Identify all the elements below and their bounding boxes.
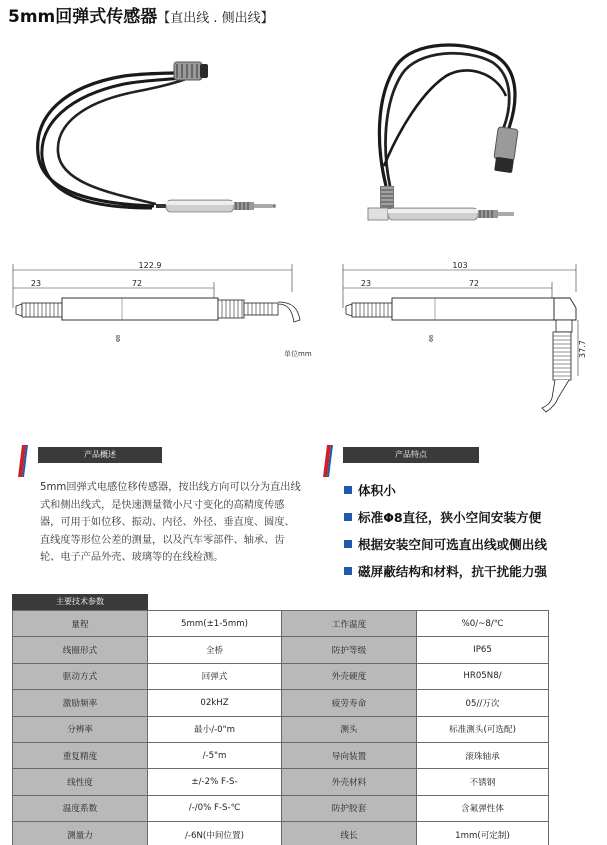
features-header: 产品特点 <box>343 447 479 463</box>
overview-header: 产品概述 <box>38 447 162 463</box>
table-row: 测量力 /-6N(中间位置) 线长 1mm(可定制) <box>13 822 549 845</box>
overview-text: 5mm回弹式电感位移传感器，按出线方向可以分为直出线式和侧出线式，是快速测量微小尺寸变化的高精度传感器，可用于如位移、振动、内径、外径、垂直度、圆度、直线度等形位公差的测量，以及汽车零部件、轴承、齿轮、电子产品外壳、玻璃等的在线检测。 <box>40 482 301 564</box>
table-row: 线性度 ±/-2% F-S- 外壳材料 不锈钢 <box>13 769 549 795</box>
table-row: 分辨率 最小/-0"m 测头 标准测头(可选配) <box>13 716 549 742</box>
bullet-square-icon <box>344 513 352 521</box>
dim-height-label: 37.7 <box>578 340 587 358</box>
table-row: 量程 5mm(±1-5mm) 工作温度 %0/~8/℃ <box>13 611 549 637</box>
accent-stripe-icon <box>323 445 333 477</box>
table-row: 温度系数 /-/0% F-S-℃ 防护胶套 含氟弹性体 <box>13 795 549 821</box>
bullet-square-icon <box>344 567 352 575</box>
feature-item: 体积小 <box>344 477 604 504</box>
unit-label: 单位mm <box>284 350 312 358</box>
feature-item: 根据安装空间可选直出线或侧出线 <box>344 531 604 558</box>
accent-stripe-icon <box>18 445 28 477</box>
title-sub: 【直出线 . 侧出线】 <box>157 11 274 26</box>
dim-tip-label: 23 <box>360 279 372 288</box>
dim-diameter-label: Φ8 <box>429 334 435 342</box>
straight-exit-dimension-drawing <box>10 258 310 358</box>
table-row: 驱动方式 回弹式 外壳硬度 HR05N8/ <box>13 663 549 689</box>
side-exit-dimension-drawing <box>340 258 590 418</box>
table-row: 激励频率 02kHZ 疲劳寿命 05//万次 <box>13 690 549 716</box>
bullet-square-icon <box>344 540 352 548</box>
side-exit-sensor-photo <box>356 36 526 226</box>
dim-body-label: 72 <box>131 279 143 288</box>
feature-item: 磁屏蔽结构和材料，抗干扰能力强 <box>344 558 604 585</box>
dim-overall-label: 103 <box>452 261 468 270</box>
feature-item: 标准Φ8直径，狭小空间安装方便 <box>344 504 604 531</box>
spec-table <box>12 610 549 845</box>
dim-body-label: 72 <box>468 279 480 288</box>
page-title <box>8 2 274 27</box>
spec-header: 主要技术参数 <box>12 594 148 610</box>
dim-tip-label: 23 <box>30 279 42 288</box>
title-main: 5mm回弹式传感器 <box>8 7 158 27</box>
table-row: 重复精度 /-5"m 导向装置 滚珠轴承 <box>13 742 549 768</box>
dim-diameter-label: Φ8 <box>116 334 122 342</box>
dim-overall-label: 122.9 <box>138 261 162 270</box>
features-list <box>344 477 604 585</box>
table-row: 线圈形式 全桥 防护等级 IP65 <box>13 637 549 663</box>
straight-exit-sensor-photo <box>24 44 286 224</box>
bullet-square-icon <box>344 486 352 494</box>
